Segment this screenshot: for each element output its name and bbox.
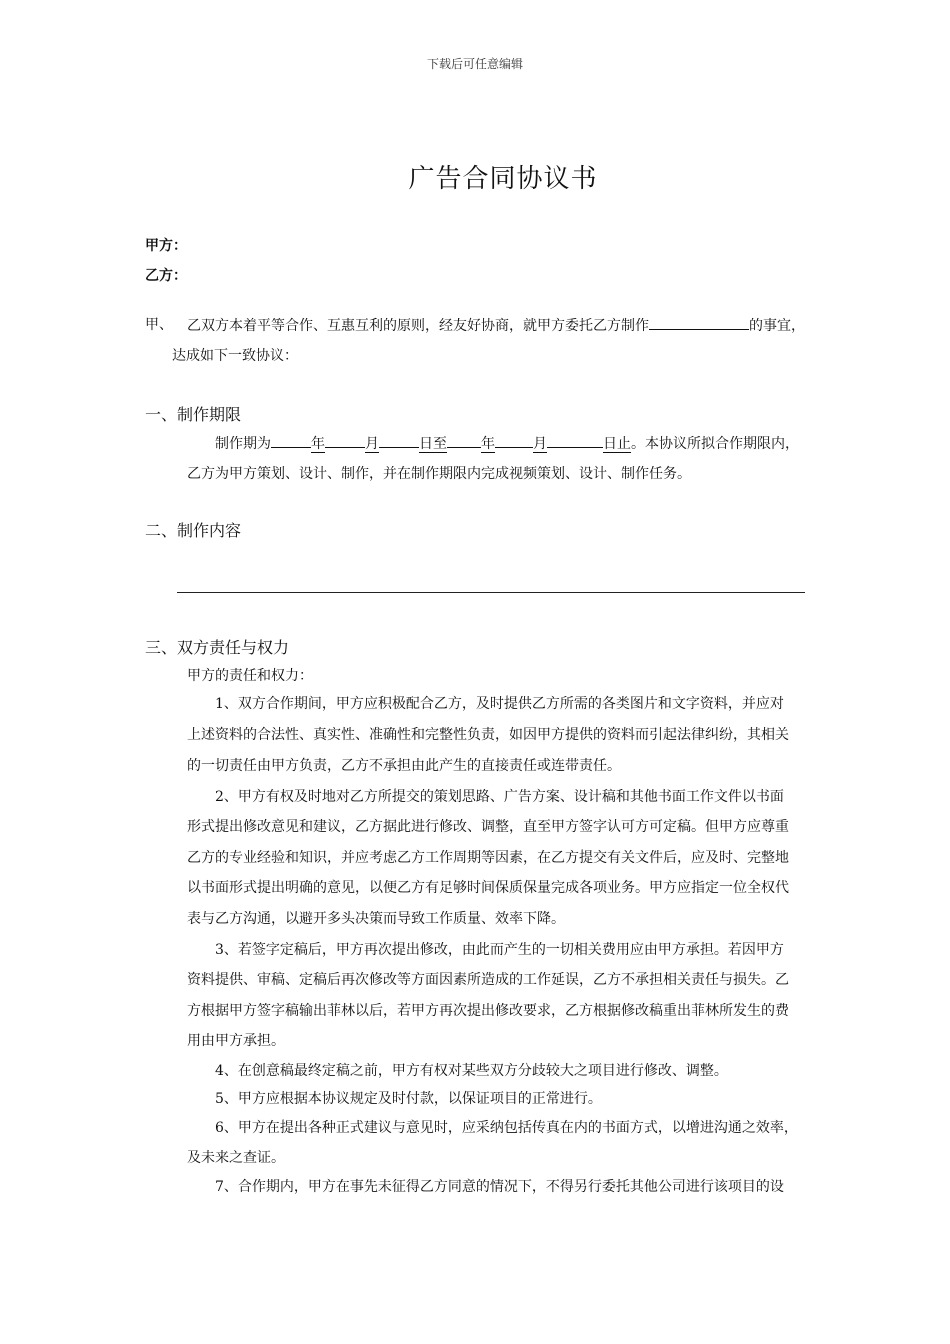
clause-line: 上述资料的合法性、真实性、准确性和完整性负责，如因甲方提供的资料而引起法律纠纷，其相关	[187, 727, 789, 743]
project-blank[interactable]	[649, 314, 749, 330]
period-label: 制作期为	[215, 436, 271, 452]
clause-line: 1、双方合作期间，甲方应积极配合乙方，及时提供乙方所需的各类图片和文字资料，并应对	[215, 696, 784, 712]
clause-line: 7、合作期内，甲方在事先未征得乙方同意的情况下，不得另行委托其他公司进行该项目的设	[215, 1179, 784, 1195]
period-line-tail: 。本协议所拟合作期限内，	[631, 436, 799, 452]
section1-line2: 乙方为甲方策划、设计、制作，并在制作期限内完成视频策划、设计、制作任务。	[187, 466, 691, 482]
end-day-blank[interactable]	[547, 432, 603, 448]
start-month-blank[interactable]	[325, 432, 365, 448]
clause-line: 及未来之查证。	[187, 1150, 285, 1166]
party-a-label: 甲方：	[145, 238, 187, 254]
end-day-unit: 日止	[603, 436, 631, 452]
clause-line: 乙方的专业经验和知识，并应考虑乙方工作周期等因素，在乙方提交有关文件后，应及时、完整地	[187, 850, 789, 866]
party-b-label: 乙方：	[145, 268, 187, 284]
period-line	[215, 432, 799, 453]
clause-line: 用由甲方承担。	[187, 1033, 285, 1049]
start-day-unit: 日至	[419, 436, 447, 452]
clause-line: 5、甲方应根据本协议规定及时付款，以保证项目的正常进行。	[215, 1091, 602, 1107]
start-year-unit: 年	[311, 436, 325, 452]
intro-line1-main: 乙双方本着平等合作、互惠互利的原则，经友好协商，就甲方委托乙方制作	[187, 318, 649, 334]
end-month-blank[interactable]	[495, 432, 533, 448]
clause-line: 资料提供、审稿、定稿后再次修改等方面因素所造成的工作延误，乙方不承担相关责任与损失。乙	[187, 972, 789, 988]
start-day-blank[interactable]	[379, 432, 419, 448]
intro-line2: 达成如下一致协议：	[172, 348, 298, 364]
clause-line: 表与乙方沟通，以避开多头决策而导致工作质量、效率下降。	[187, 911, 565, 927]
intro-line1-suffix: 的事宜，	[749, 318, 805, 334]
section3-subheading: 甲方的责任和权力：	[187, 668, 313, 684]
end-year-unit: 年	[481, 436, 495, 452]
start-year-blank[interactable]	[271, 432, 311, 448]
intro-line1	[187, 314, 805, 335]
clause-line: 6、甲方在提出各种正式建议与意见时，应采纳包括传真在内的书面方式，以增进沟通之效率，	[215, 1120, 798, 1136]
document-title: 广告合同协议书	[408, 164, 598, 194]
end-year-blank[interactable]	[447, 432, 481, 448]
intro-prefix: 甲、	[145, 317, 173, 333]
clause-line: 4、在创意稿最终定稿之前，甲方有权对某些双方分歧较大之项目进行修改、调整。	[215, 1063, 728, 1079]
end-month-unit: 月	[533, 436, 547, 452]
start-month-unit: 月	[365, 436, 379, 452]
section3-heading: 三、双方责任与权力	[145, 638, 290, 657]
clause-line: 以书面形式提出明确的意见，以便乙方有足够时间保质保量完成各项业务。甲方应指定一位全权代	[187, 880, 789, 896]
section2-heading: 二、制作内容	[145, 521, 242, 540]
header-note: 下载后可任意编辑	[426, 57, 523, 71]
content-fill-line[interactable]	[177, 592, 805, 593]
section1-heading: 一、制作期限	[145, 405, 242, 424]
clause-line: 形式提出修改意见和建议，乙方据此进行修改、调整，直至甲方签字认可方可定稿。但甲方应尊重	[187, 819, 789, 835]
clause-line: 2、甲方有权及时地对乙方所提交的策划思路、广告方案、设计稿和其他书面工作文件以书面	[215, 789, 784, 805]
clause-line: 3、若签字定稿后，甲方再次提出修改，由此而产生的一切相关费用应由甲方承担。若因甲方	[215, 942, 784, 958]
clause-line: 的一切责任由甲方负责，乙方不承担由此产生的直接责任或连带责任。	[187, 758, 621, 774]
clause-line: 方根据甲方签字稿输出菲林以后，若甲方再次提出修改要求，乙方根据修改稿重出菲林所发生的费	[187, 1003, 789, 1019]
